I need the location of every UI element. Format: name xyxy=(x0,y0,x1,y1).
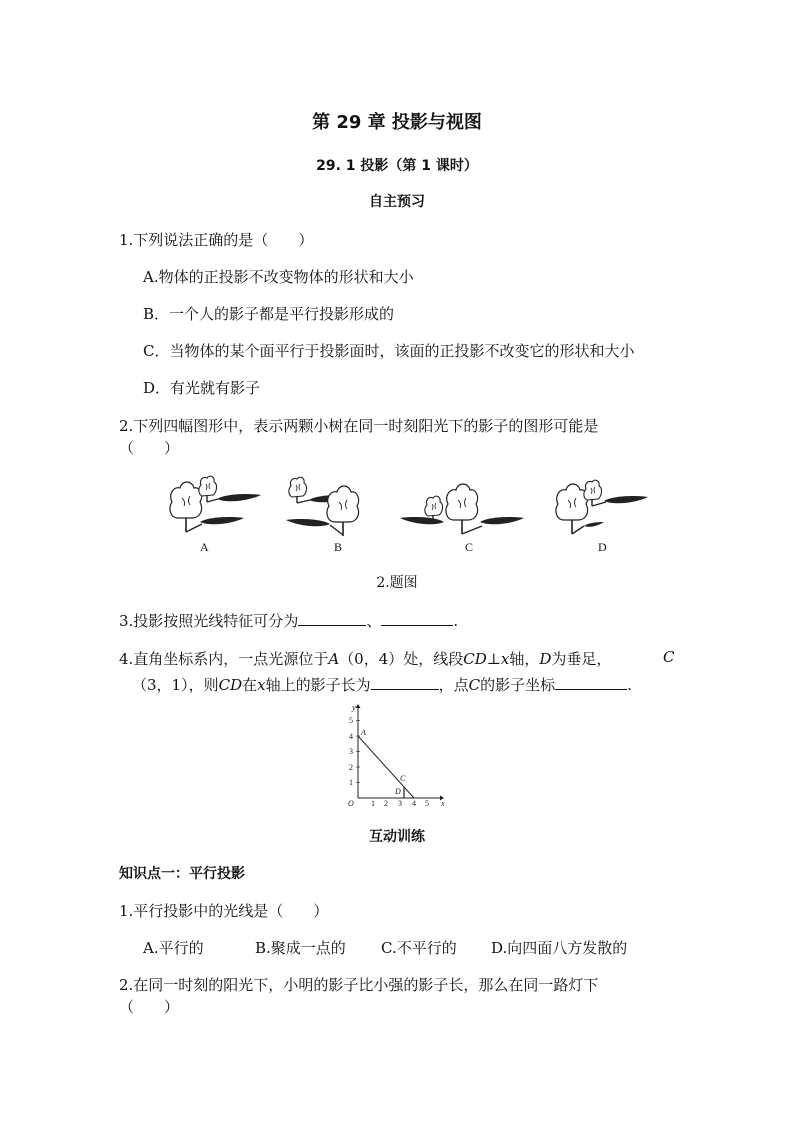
q3-sep: 、 xyxy=(366,612,382,630)
q4-line-2 xyxy=(132,674,632,695)
p1-option-b: B.聚成一点的 xyxy=(255,939,346,957)
q3-end: . xyxy=(453,612,459,630)
q4-var-cd: CD xyxy=(218,676,243,694)
y-tick: 4 xyxy=(349,732,353,741)
tree-figure-b xyxy=(286,477,359,536)
x-tick: 1 xyxy=(371,799,375,808)
p1-option-a: A.平行的 xyxy=(143,939,204,957)
p1-option-d: D.向四面八方发散的 xyxy=(491,939,628,957)
q4-var-cd: CD xyxy=(463,650,487,668)
q1-option-d: D．有光就有影子 xyxy=(143,379,261,397)
preview-heading: 自主预习 xyxy=(369,194,425,210)
section-title: 29. 1 投影（第 1 课时） xyxy=(316,158,478,174)
x-tick: 5 xyxy=(425,799,429,808)
tree-figure-a xyxy=(170,476,261,532)
q1-option-c: C．当物体的某个面平行于投影面时，该面的正投影不改变它的形状和大小 xyxy=(143,342,635,360)
y-tick: 1 xyxy=(349,778,353,787)
q4-var-x: x xyxy=(257,676,266,694)
point-d-label: D xyxy=(395,787,401,796)
q4-text: 在 xyxy=(242,676,258,694)
q4-var-x: x xyxy=(500,650,510,668)
p2-stem-cont: （ ） xyxy=(119,998,180,1016)
p1-option-c: C.不平行的 xyxy=(381,939,457,957)
q4-perp-symbol: ⊥ xyxy=(486,650,501,668)
q4-text: 的影子坐标 xyxy=(480,676,556,694)
q4-text: 轴， xyxy=(509,650,540,668)
p1-stem: 1.平行投影中的光线是（ ） xyxy=(119,902,329,920)
q1-option-b: B．一个人的影子都是平行投影形成的 xyxy=(143,305,395,323)
q4-var-d: D xyxy=(539,650,552,668)
fig-label-b: B xyxy=(334,540,343,554)
point-c-label: C xyxy=(400,774,406,783)
q4-var-c: C xyxy=(468,676,481,694)
q2-stem: 2.下列四幅图形中，表示两颗小树在同一时刻阳光下的影子的图形可能是 xyxy=(119,417,599,435)
q3-blank-2[interactable] xyxy=(381,610,453,626)
knowledge-point-heading: 知识点一：平行投影 xyxy=(119,866,245,882)
q4-blank-2[interactable] xyxy=(555,674,627,690)
fig-label-c: C xyxy=(465,540,474,554)
q1-stem: 1.下列说法正确的是（ ） xyxy=(119,231,314,249)
q3-line xyxy=(119,610,458,631)
q4-line-1 xyxy=(119,648,611,669)
q4-blank-1[interactable] xyxy=(371,674,439,690)
y-tick: 2 xyxy=(349,763,353,772)
y-axis-label: y xyxy=(352,703,356,712)
x-tick: 4 xyxy=(412,799,416,808)
q1-option-a: A.物体的正投影不改变物体的形状和大小 xyxy=(143,268,414,286)
y-tick: 5 xyxy=(349,716,353,725)
y-tick: 3 xyxy=(349,747,353,756)
fig-label-d: D xyxy=(598,540,607,554)
origin-label: O xyxy=(348,799,354,808)
point-a-label: A xyxy=(361,728,366,737)
fig-label-a: A xyxy=(200,540,209,554)
x-tick: 3 xyxy=(398,799,402,808)
q4-text: 为垂足， xyxy=(551,650,612,668)
q4-end: . xyxy=(627,676,632,694)
q2-caption: 2.题图 xyxy=(376,575,418,591)
x-axis-label: x xyxy=(441,799,445,808)
q4-var-c-end xyxy=(663,648,674,666)
q4-text: ，点 xyxy=(438,676,469,694)
q3-stem: 3.投影按照光线特征可分为 xyxy=(119,612,299,630)
q4-text: （3，1），则 xyxy=(132,676,219,694)
q3-blank-1[interactable] xyxy=(298,610,366,626)
q4-text: 4.直角坐标系内，一点光源位于 xyxy=(119,650,329,668)
tree-figure-d xyxy=(556,480,648,534)
tree-figure-c xyxy=(400,484,524,534)
q4-coordinate-graph xyxy=(340,702,450,810)
q4-var-c: C xyxy=(663,648,675,666)
interactive-heading: 互动训练 xyxy=(369,829,425,845)
chapter-title: 第 29 章 投影与视图 xyxy=(312,112,482,133)
q4-var-a: A xyxy=(328,650,340,668)
q2-figures xyxy=(160,470,660,560)
p2-stem: 2.在同一时刻的阳光下，小明的影子比小强的影子长，那么在同一路灯下 xyxy=(119,976,599,994)
q2-stem-cont: （ ） xyxy=(119,439,180,457)
q4-text: （0，4）处，线段 xyxy=(339,650,464,668)
x-tick: 2 xyxy=(384,799,388,808)
q4-text: 轴上的影子长为 xyxy=(265,676,371,694)
